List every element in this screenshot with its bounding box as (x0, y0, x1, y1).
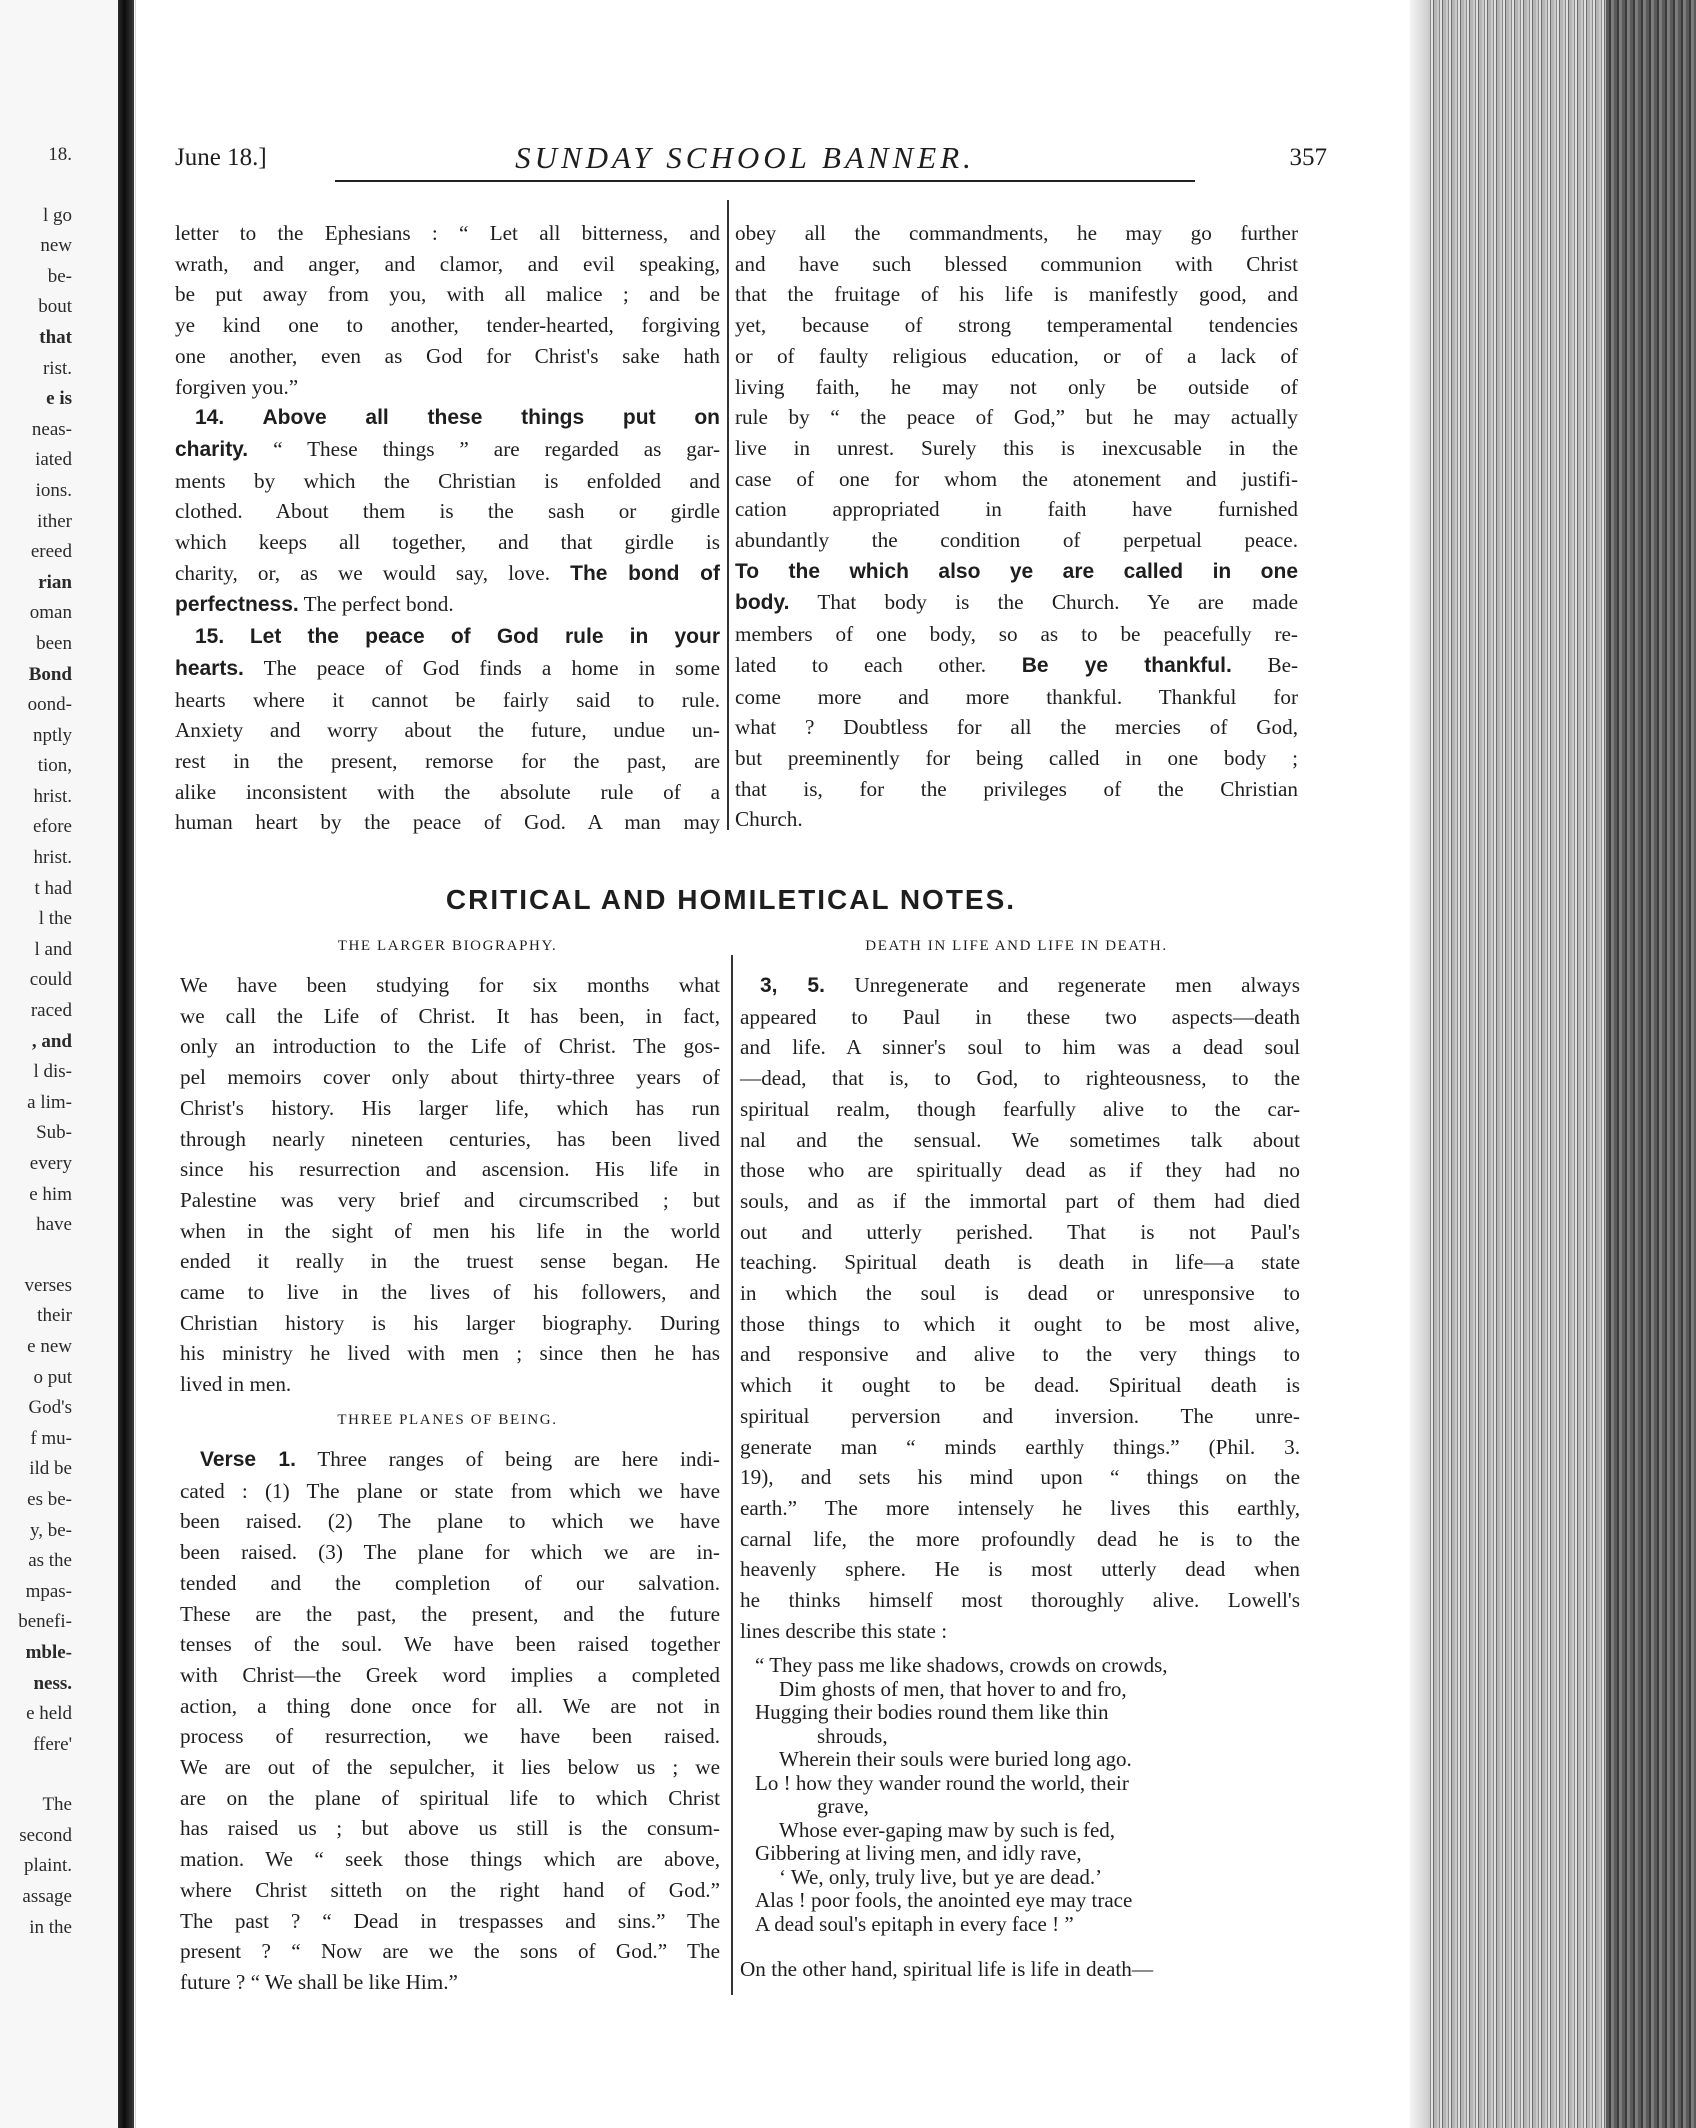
fragment-line: ither (37, 510, 72, 532)
poem-line: Hugging their bodies round them like thin (755, 1700, 1109, 1724)
fragment-line: that (39, 326, 72, 348)
text-line: that the fruitage of his life is manifestly good, and (735, 282, 1298, 307)
fragment-line: l the (38, 908, 72, 930)
fragment-line: hrist. (33, 847, 72, 869)
text-line: came to live in the lives of his followers, and (180, 1280, 720, 1305)
text-line (175, 558, 720, 590)
text-line: be put away from you, with all malice ; and be (175, 282, 720, 307)
text-span: lated to each other. (735, 652, 987, 677)
text-line: souls, and as if the immortal part of them had died (740, 1188, 1300, 1213)
verse-15-heading (175, 621, 720, 653)
text-line: come more and more thankful. Thankful for (735, 684, 1298, 709)
poem-line: “ They pass me like shadows, crowds on crowds, (755, 1653, 1168, 1677)
fragment-line: God's (28, 1397, 72, 1419)
fragment-line: every (29, 1153, 72, 1174)
text-line: tenses of the soul. We have been raised together (180, 1632, 720, 1657)
text-line: rule by “ the peace of God,” but he may actually (735, 405, 1298, 430)
text-span: The perfect bond. (303, 592, 454, 617)
top-right-column (735, 218, 1298, 835)
text-line: ments by which the Christian is enfolded and (175, 468, 720, 493)
text-line: he thinks himself most thoroughly alive. Lowell's (740, 1588, 1300, 1613)
page-number: 357 (1289, 144, 1327, 171)
text-line (735, 650, 1298, 682)
fragment-line: efore (32, 816, 72, 838)
section-heading: CRITICAL AND HOMILETICAL NOTES. (445, 884, 1017, 915)
text-line: been raised. (3) The plane for which we are in- (180, 1540, 720, 1565)
text-line: living faith, he may not only be outside of (735, 374, 1298, 399)
header-date: June 18.] (175, 144, 267, 171)
fragment-line: have (36, 1214, 72, 1236)
text-line: On the other hand, spiritual life is life in death— (740, 1957, 1154, 1981)
text-line: yet, because of strong temperamental tendencies (735, 313, 1298, 338)
fragment-line: e held (26, 1703, 72, 1725)
fragment-line: a lim- (27, 1091, 72, 1113)
text-line: nal and the sensual. We sometimes talk about (740, 1127, 1300, 1152)
text-line: Anxiety and worry about the future, undue un- (175, 718, 720, 743)
text-line: in which the soul is dead or unresponsive to (740, 1281, 1300, 1306)
fragment-line: The (42, 1794, 72, 1816)
fragment-line: as the (28, 1550, 72, 1572)
text-line: and have such blessed communion with Christ (735, 251, 1298, 276)
fragment-line: es be- (27, 1488, 72, 1510)
previous-page-margin (0, 0, 136, 2128)
text-line: what ? Doubtless for all the mercies of God, (735, 715, 1298, 740)
text-line: with Christ—the Greek word implies a completed (180, 1662, 720, 1687)
top-left-column (175, 218, 720, 838)
page-edges (1410, 0, 1696, 2128)
text-line: only an introduction to the Life of Christ. The gos- (180, 1034, 720, 1059)
subheading-larger-biography: THE LARGER BIOGRAPHY. (337, 938, 558, 954)
text-line: teaching. Spiritual death is death in life—a state (740, 1250, 1300, 1275)
text-line: out and utterly perished. That is not Paul's (740, 1219, 1300, 1244)
fragment-line: been (36, 632, 72, 654)
text-line: forgiven you.” (175, 374, 299, 399)
text-line: those who are spiritually dead as if they had no (740, 1158, 1300, 1183)
text-line: appeared to Paul in these two aspects—death (740, 1004, 1300, 1029)
verse-bold-text: Above all these things put on (262, 406, 721, 430)
text-line (735, 587, 1298, 619)
poem-line: ‘ We, only, truly live, but ye are dead.’ (779, 1864, 1103, 1889)
text-line (175, 589, 720, 621)
fragment-line: could (29, 969, 72, 991)
verse-bold-text: The bond of (570, 561, 720, 585)
fragment-line: second (19, 1824, 72, 1846)
fragment-line: verses (24, 1274, 72, 1296)
fragment-line: be- (47, 265, 72, 287)
text-line: We have been studying for six months what (180, 973, 720, 997)
fragment-line: oman (29, 602, 72, 624)
fragment-line: hrist. (33, 785, 72, 807)
text-line: since his resurrection and ascension. His life in (180, 1157, 720, 1182)
verse-bold-text: To the which also ye are called in one (735, 559, 1298, 583)
text-line: These are the past, the present, and the future (180, 1601, 720, 1626)
verse-14-heading (175, 402, 720, 434)
fragment-line: oond- (27, 694, 72, 716)
text-line (740, 970, 1300, 1002)
fragment-line: plaint. (23, 1855, 72, 1877)
text-line (175, 434, 720, 466)
text-line: we call the Life of Christ. It has been, in fact, (180, 1003, 720, 1028)
poem-line: Wherein their souls were buried long ago. (779, 1747, 1132, 1771)
poem-line: Alas ! poor fools, the anointed eye may trace (755, 1888, 1133, 1912)
fragment-line: bout (38, 296, 72, 318)
text-line: abundantly the condition of perpetual peace. (735, 528, 1298, 553)
fragment-line: l and (34, 938, 72, 960)
text-line: We are out of the sepulcher, it lies below us ; we (180, 1755, 720, 1780)
verse-bold-text: Be ye thankful. (1021, 653, 1232, 677)
verse-label: Verse 1. (200, 1448, 296, 1471)
fragment-line: e new (27, 1335, 72, 1357)
text-line: or of faulty religious education, or of a lack of (735, 343, 1298, 368)
text-line: heavenly sphere. He is most utterly dead when (740, 1557, 1300, 1582)
text-span: Unregenerate and regenerate men always (854, 973, 1300, 997)
fragment-line: e him (29, 1183, 72, 1205)
fragment-line: their (37, 1305, 72, 1327)
text-line: cated : (1) The plane or state from which we have (180, 1478, 720, 1503)
poem-line: A dead soul's epitaph in every face ! ” (755, 1911, 1074, 1936)
fragment-line: iated (35, 449, 72, 471)
text-line: 19), and sets his mind upon “ things on the (740, 1465, 1300, 1490)
fragment-line: ild be (29, 1458, 72, 1480)
text-line: one another, even as God for Christ's sake hath (175, 343, 720, 368)
text-line: clothed. About them is the sash or girdle (175, 499, 720, 524)
text-line: process of resurrection, we have been raised. (180, 1724, 720, 1749)
text-line: his ministry he lived with men ; since then he has (180, 1341, 720, 1366)
verse-bold-text: Let the peace of God rule in your (249, 625, 720, 649)
text-line: human heart by the peace of God. A man may (175, 810, 720, 835)
fragment-line: in the (29, 1916, 72, 1938)
text-line: —dead, that is, to God, to righteousness, to the (740, 1066, 1300, 1091)
text-line: hearts where it cannot be fairly said to rule. (175, 687, 720, 712)
publication-title: SUNDAY SCHOOL BANNER. (515, 140, 975, 175)
fragment-line: 18. (48, 144, 72, 165)
text-line: wrath, and anger, and clamor, and evil speaking, (175, 251, 720, 276)
fragment-line: raced (30, 1000, 72, 1022)
text-line: rest in the present, remorse for the past, are (175, 748, 720, 773)
text-line: and responsive and alive to the very things to (740, 1342, 1300, 1367)
poem-line: Dim ghosts of men, that hover to and fro, (779, 1676, 1127, 1701)
text-line: Palestine was very brief and circumscribed ; but (180, 1187, 720, 1212)
text-span: That body is the Church. Ye are made (817, 590, 1298, 615)
text-line: when in the sight of men his life in the world (180, 1218, 720, 1243)
page (135, 0, 1410, 2128)
text-line: lines describe this state : (740, 1618, 948, 1643)
verse-bold-text: hearts. (175, 656, 244, 680)
death-in-life-paragraph (740, 970, 1300, 1646)
fragment-line: rian (38, 571, 72, 593)
previous-page-text-fragments (4, 140, 72, 1943)
text-line: has raised us ; but above us still is the consum- (180, 1816, 720, 1841)
fragment-line: mpas- (25, 1580, 72, 1602)
text-line: spiritual realm, though fearfully alive to the car- (740, 1096, 1300, 1121)
text-line: spiritual perversion and inversion. The unre- (740, 1403, 1300, 1428)
fragment-line: l go (42, 204, 72, 226)
fragment-line: , and (31, 1030, 72, 1052)
text-line: letter to the Ephesians : “ Let all bitterness, and (175, 221, 720, 245)
fragment-line: neas- (31, 418, 72, 440)
fragment-line (4, 171, 72, 201)
fragment-line: ions. (35, 479, 72, 501)
lowell-poem-quotation (755, 1654, 1315, 1936)
text-line: which it ought to be dead. Spiritual death is (740, 1373, 1300, 1398)
text-line: case of one for whom the atonement and justifi- (735, 466, 1298, 491)
text-line: where Christ sitteth on the right hand of God.” (180, 1877, 720, 1902)
three-planes-paragraph (180, 1444, 720, 1998)
header-rule (335, 180, 1195, 182)
fragment-line: ereed (30, 541, 72, 563)
text-line: but preeminently for being called in one body ; (735, 745, 1298, 770)
poem-line: grave, (817, 1794, 869, 1818)
fragment-line (4, 1760, 72, 1790)
fragment-line: nptly (32, 724, 72, 746)
fragment-line: t had (34, 877, 72, 899)
column-rule (731, 955, 733, 1995)
subheading-death-in-life: DEATH IN LIFE AND LIFE IN DEATH. (865, 938, 1168, 954)
text-line: obey all the commandments, he may go further (735, 221, 1298, 245)
text-line: which keeps all together, and that girdle is (175, 530, 720, 555)
text-line: been raised. (2) The plane to which we have (180, 1509, 720, 1534)
text-line: alike inconsistent with the absolute rule of a (175, 779, 720, 804)
text-line: carnal life, the more profoundly dead he is to the (740, 1526, 1300, 1551)
text-line (180, 1444, 720, 1476)
book-spine (118, 0, 134, 2128)
larger-biography-paragraph (180, 970, 720, 1400)
fragment-line: e is (46, 388, 72, 410)
text-line: Christ's history. His larger life, which has run (180, 1095, 720, 1120)
text-span: Be- (1267, 652, 1299, 677)
text-span: charity, or, as we would say, love. (175, 560, 550, 585)
text-line: tended and the completion of our salvation. (180, 1570, 720, 1595)
fragment-line: o put (33, 1366, 72, 1388)
text-line: The past ? “ Dead in trespasses and sins.” The (180, 1908, 720, 1933)
text-line: live in unrest. Surely this is inexcusable in the (735, 435, 1298, 460)
text-line: ye kind one to another, tender-hearted, forgiving (175, 313, 720, 338)
text-line: that is, for the privileges of the Christian (735, 776, 1298, 801)
verse-bold-text: perfectness. (175, 593, 299, 617)
poem-line: shrouds, (817, 1723, 888, 1748)
text-line: earth.” The more intensely he lives this earthly, (740, 1495, 1300, 1520)
fragment-line: benefi- (18, 1611, 72, 1633)
text-line: lived in men. (180, 1372, 292, 1397)
fragment-line: tion, (37, 755, 72, 777)
fragment-line: Sub- (36, 1122, 72, 1144)
text-line: generate man “ minds earthly things.” (Phil. 3. (740, 1434, 1300, 1459)
verse-label: 3, 5. (760, 974, 825, 997)
fragment-line: assage (22, 1886, 72, 1908)
text-line: through nearly nineteen centuries, has been lived (180, 1126, 720, 1151)
text-line: those things to which it ought to be most alive, (740, 1311, 1300, 1336)
text-line: are on the plane of spiritual life to which Christ (180, 1785, 720, 1810)
text-line: Christian history is his larger biography. During (180, 1310, 720, 1335)
verse-bold-text: body. (735, 591, 790, 615)
text-span: Three ranges of being are here indi- (317, 1447, 720, 1471)
verse-number: 15. (195, 625, 225, 649)
text-line: Church. (735, 807, 803, 832)
verse-number: 14. (195, 406, 225, 430)
running-head (175, 140, 1327, 186)
text-line: action, a thing done once for all. We are not in (180, 1693, 720, 1718)
fragment-line: l dis- (33, 1061, 72, 1083)
subheading-three-planes: THREE PLANES OF BEING. (337, 1412, 558, 1428)
fragment-line: f mu- (30, 1427, 72, 1449)
fragment-line: mble- (25, 1641, 72, 1663)
text-line: future ? “ We shall be like Him.” (180, 1969, 458, 1994)
fragment-line: new (40, 235, 72, 257)
poem-line: Lo ! how they wander round the world, their (755, 1770, 1129, 1795)
text-line: cation appropriated in faith have furnished (735, 497, 1298, 522)
fragment-line: rist. (42, 357, 72, 379)
verse-bold-text: charity. (175, 437, 249, 461)
text-line: ended it really in the truest sense began. He (180, 1249, 720, 1274)
poem-line: Whose ever-gaping maw by such is fed, (779, 1817, 1116, 1842)
text-span: “ These things ” are regarded as gar- (273, 436, 720, 461)
column-rule (727, 200, 729, 830)
fragment-line: ffere' (33, 1733, 72, 1755)
text-line (735, 556, 1298, 588)
text-line: pel memoirs cover only about thirty-three years of (180, 1065, 720, 1090)
text-line: present ? “ Now are we the sons of God.” The (180, 1939, 720, 1964)
text-line: mation. We “ seek those things which are above, (180, 1847, 720, 1872)
fragment-line: y, be- (29, 1519, 72, 1541)
text-line: and life. A sinner's soul to him was a dead soul (740, 1035, 1300, 1060)
poem-line: Gibbering at living men, and idly rave, (755, 1841, 1082, 1865)
fragment-line: ness. (33, 1672, 72, 1694)
text-line (175, 653, 720, 685)
text-span: The peace of God finds a home in some (263, 655, 720, 680)
fragment-line: Bond (28, 663, 72, 685)
fragment-line (4, 1241, 72, 1271)
text-line: members of one body, so as to be peacefully re- (735, 622, 1298, 647)
